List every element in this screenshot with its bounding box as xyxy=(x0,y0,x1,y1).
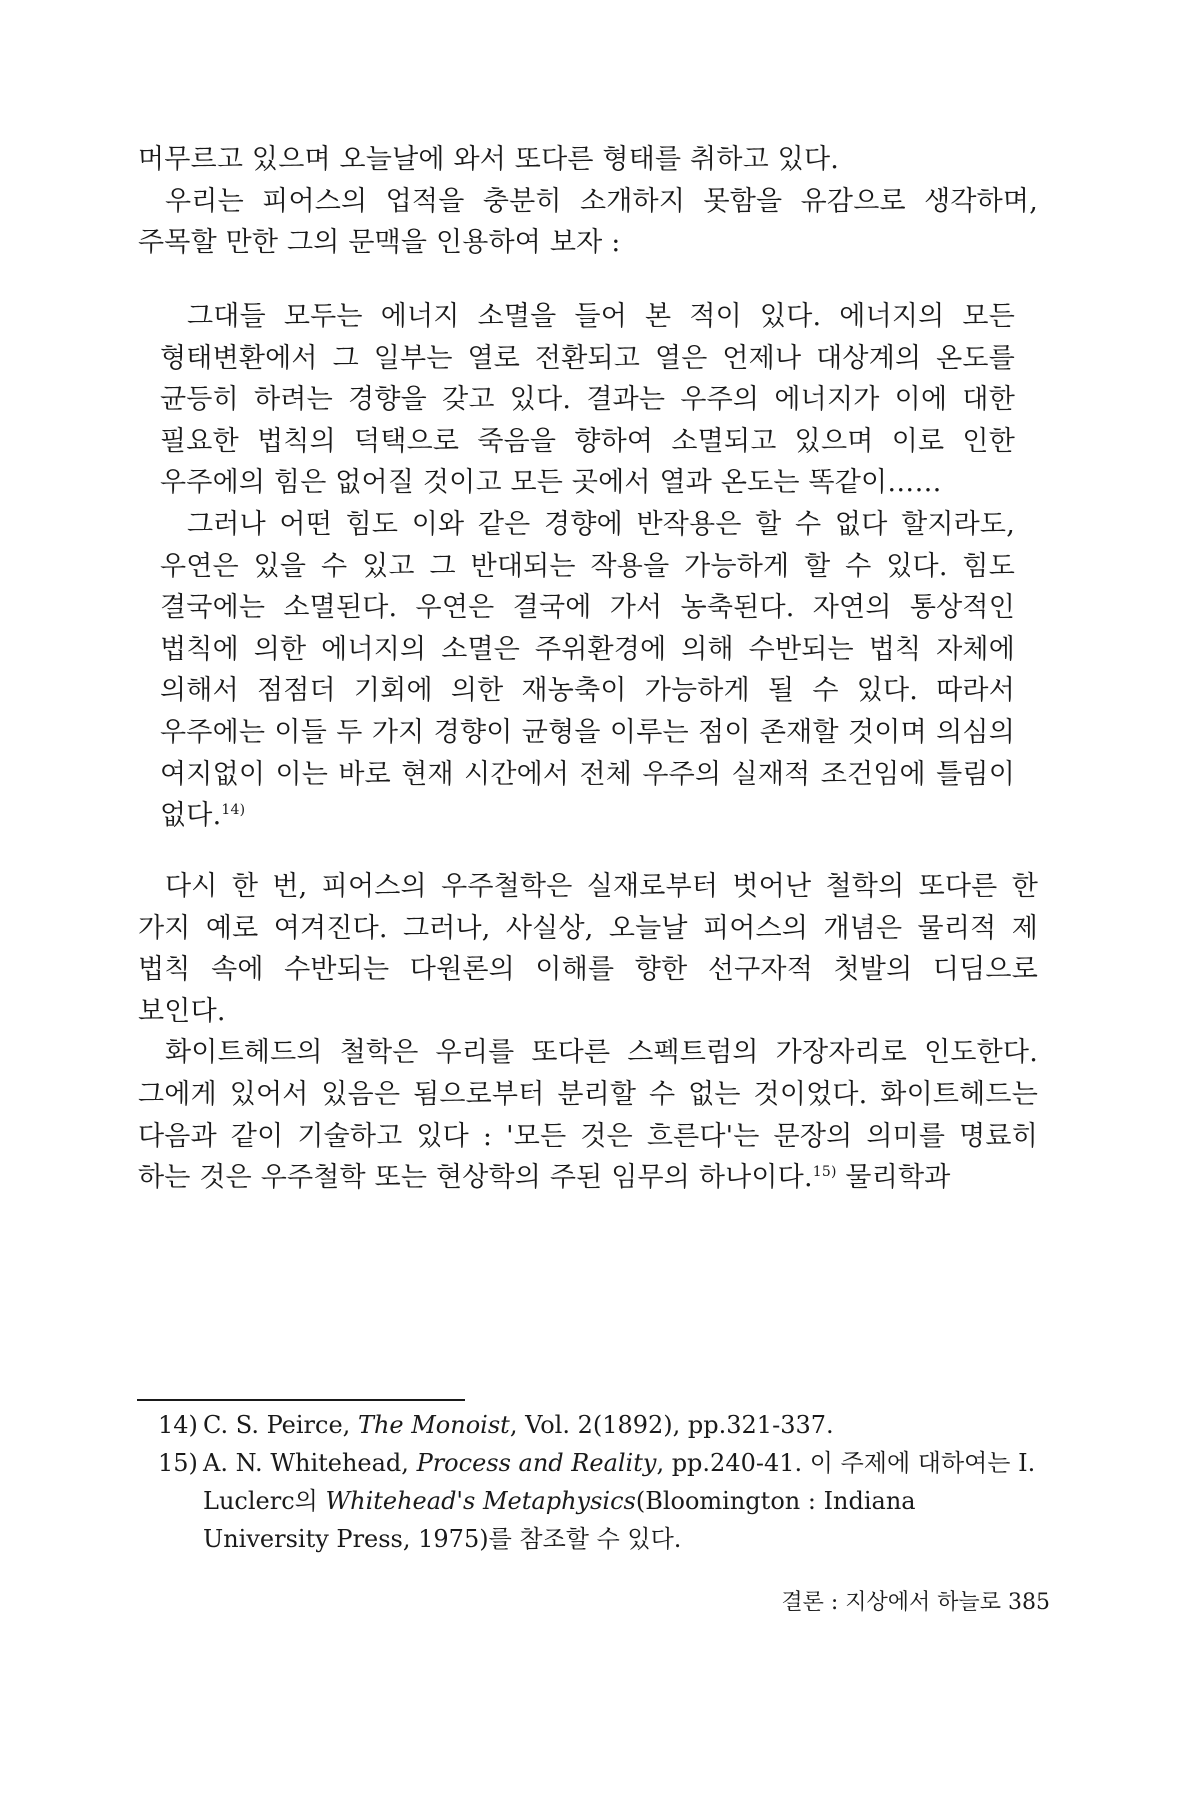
paragraph xyxy=(138,1032,1038,1198)
paragraph: 머무르고 있으며 오늘날에 와서 또다른 형태를 취하고 있다. xyxy=(138,144,840,175)
paragraph: 다시 한 번, 피어스의 우주철학은 실재로부터 벗어난 철학의 또다른 한 가지 예로 여겨진다. 그러나, 사실상, 오늘날 피어스의 개념은 물리적 제 법칙 속에 수반되는 다원론의 이해를 향한 선구자적 첫발의 디딤으로 보인다. xyxy=(138,871,1038,1027)
quote-paragraph: 그대들 모두는 에너지 소멸을 들어 본 적이 있다. 에너지의 모든 형태변환에서 그 일부는 열로 전환되고 열은 언제나 대상계의 온도를 균등히 하려는 경향을 갖고 있다. 결과는 우주의 에너지가 이에 대한 필요한 법칙의 덕택으로 죽음을 향하여 소멸되고 있으며 이로 인한 우주에의 힘은 없어질 것이고 모든 곳에서 열과 온도는 똑같이…… xyxy=(160,301,1015,499)
footnote-number: 15) xyxy=(158,1449,198,1477)
footnote-divider xyxy=(137,1399,465,1401)
paragraph-text: 화이트헤드의 철학은 우리를 또다른 스펙트럼의 가장자리로 인도한다. 그에게 있어서 있음은 됨으로부터 분리할 수 없는 것이었다. 화이트헤드는 다음과 같이 기술하고 있다 : '모든 것은 흐른다'는 문장의 의미를 명료히 하는 것은 우주철학 또는 현상학의 주된 임무의 하나이다. xyxy=(138,1037,1038,1194)
footnote-text: A. N. Whitehead, Process and Reality, pp.240-41. 이 주제에 대하여는 I. Luclerc의 Whitehead's Metaphysics(Bloomington : Indiana University Press, 1975)를 참조할 수 있다. xyxy=(203,1449,1036,1553)
footnotes xyxy=(158,1406,1038,1558)
block-quote xyxy=(160,296,1015,837)
paragraph-tail: 물리학과 xyxy=(836,1162,951,1194)
quote-text: 그러나 어떤 힘도 이와 같은 경향에 반작용은 할 수 없다 할지라도, 우연은 있을 수 있고 그 반대되는 작용을 가능하게 할 수 있다. 힘도 결국에는 소멸된다. 우연은 결국에 가서 농축된다. 자연의 통상적인 법칙에 의한 에너지의 소멸은 주위환경에 의해 수반되는 법칙 자체에 의해서 점점더 기회에 의한 재농축이 가능하게 될 수 있다. 따라서 우주에는 이들 두 가지 경향이 균형을 이루는 점이 존재할 것이며 의심의 여지없이 이는 바로 현재 시간에서 전체 우주의 실재적 조건임에 틀림이 없다. xyxy=(160,508,1015,832)
footnote xyxy=(158,1406,1038,1444)
quote-paragraph xyxy=(160,504,1015,837)
work-title: Process and Reality xyxy=(416,1449,657,1477)
footnote-ref: 14) xyxy=(221,802,246,819)
body-text-top xyxy=(138,139,1038,264)
footnote-ref: 15) xyxy=(812,1164,837,1181)
paragraph: 우리는 피어스의 업적을 충분히 소개하지 못함을 유감으로 생각하며, 주목할 만한 그의 문맥을 인용하여 보자 : xyxy=(138,185,1038,259)
work-title: The Monoist xyxy=(357,1411,510,1439)
footnote-text: C. S. Peirce, The Monoist, Vol. 2(1892), pp.321-337. xyxy=(203,1411,834,1439)
footnote-number: 14) xyxy=(158,1411,198,1439)
footnote xyxy=(158,1444,1038,1558)
work-title: Whitehead's Metaphysics xyxy=(325,1487,636,1515)
body-text-bottom xyxy=(138,866,1038,1199)
running-footer: 결론 : 지상에서 하늘로 385 xyxy=(781,1590,1050,1615)
